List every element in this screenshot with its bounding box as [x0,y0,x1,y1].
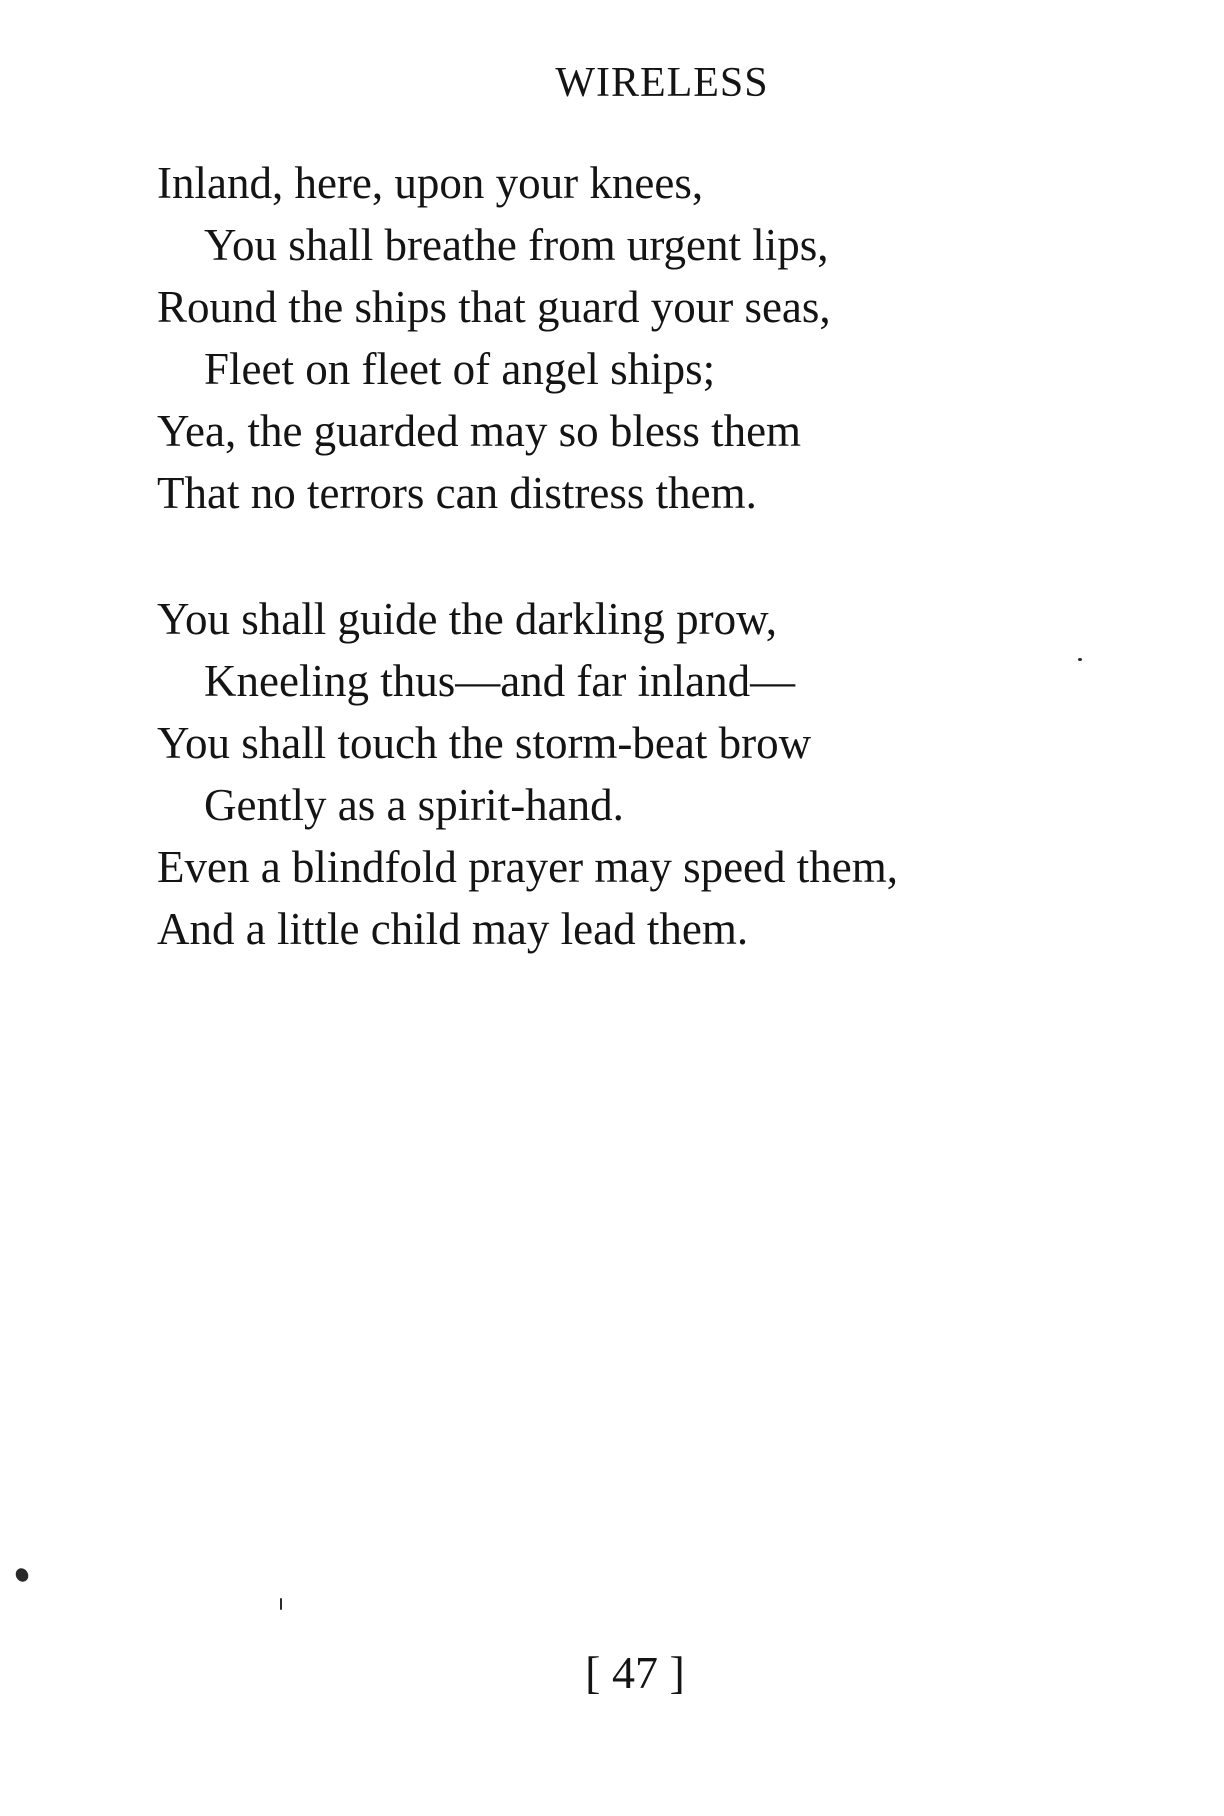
poem-line: Inland, here, upon your knees, [157,158,704,208]
poem-line: Fleet on fleet of angel ships; [204,344,716,394]
poem-line: You shall guide the darkling prow, [157,594,777,644]
scan-speck [13,1566,30,1584]
poem-line: You shall touch the storm-beat brow [157,718,812,768]
poem-line: Round the ships that guard your seas, [157,282,831,332]
scan-speck [1078,658,1082,661]
poem-line: Even a blindfold prayer may speed them, [157,842,899,892]
poem-body [157,152,1107,960]
poem-line: And a little child may lead them. [157,904,749,954]
poem-line: Yea, the guarded may so bless them [157,406,802,456]
page-number: [ 47 ] [585,1647,685,1698]
scan-speck [280,1598,282,1610]
stanza-2 [157,588,1107,960]
poem-line: You shall breathe from urgent lips, [204,220,829,270]
poem-line: Kneeling thus—and far inland— [204,656,796,706]
poem-line: That no terrors can distress them. [157,468,757,518]
stanza-1 [157,152,1107,524]
running-title: WIRELESS [555,60,769,106]
poem-line: Gently as a spirit-hand. [204,780,624,830]
